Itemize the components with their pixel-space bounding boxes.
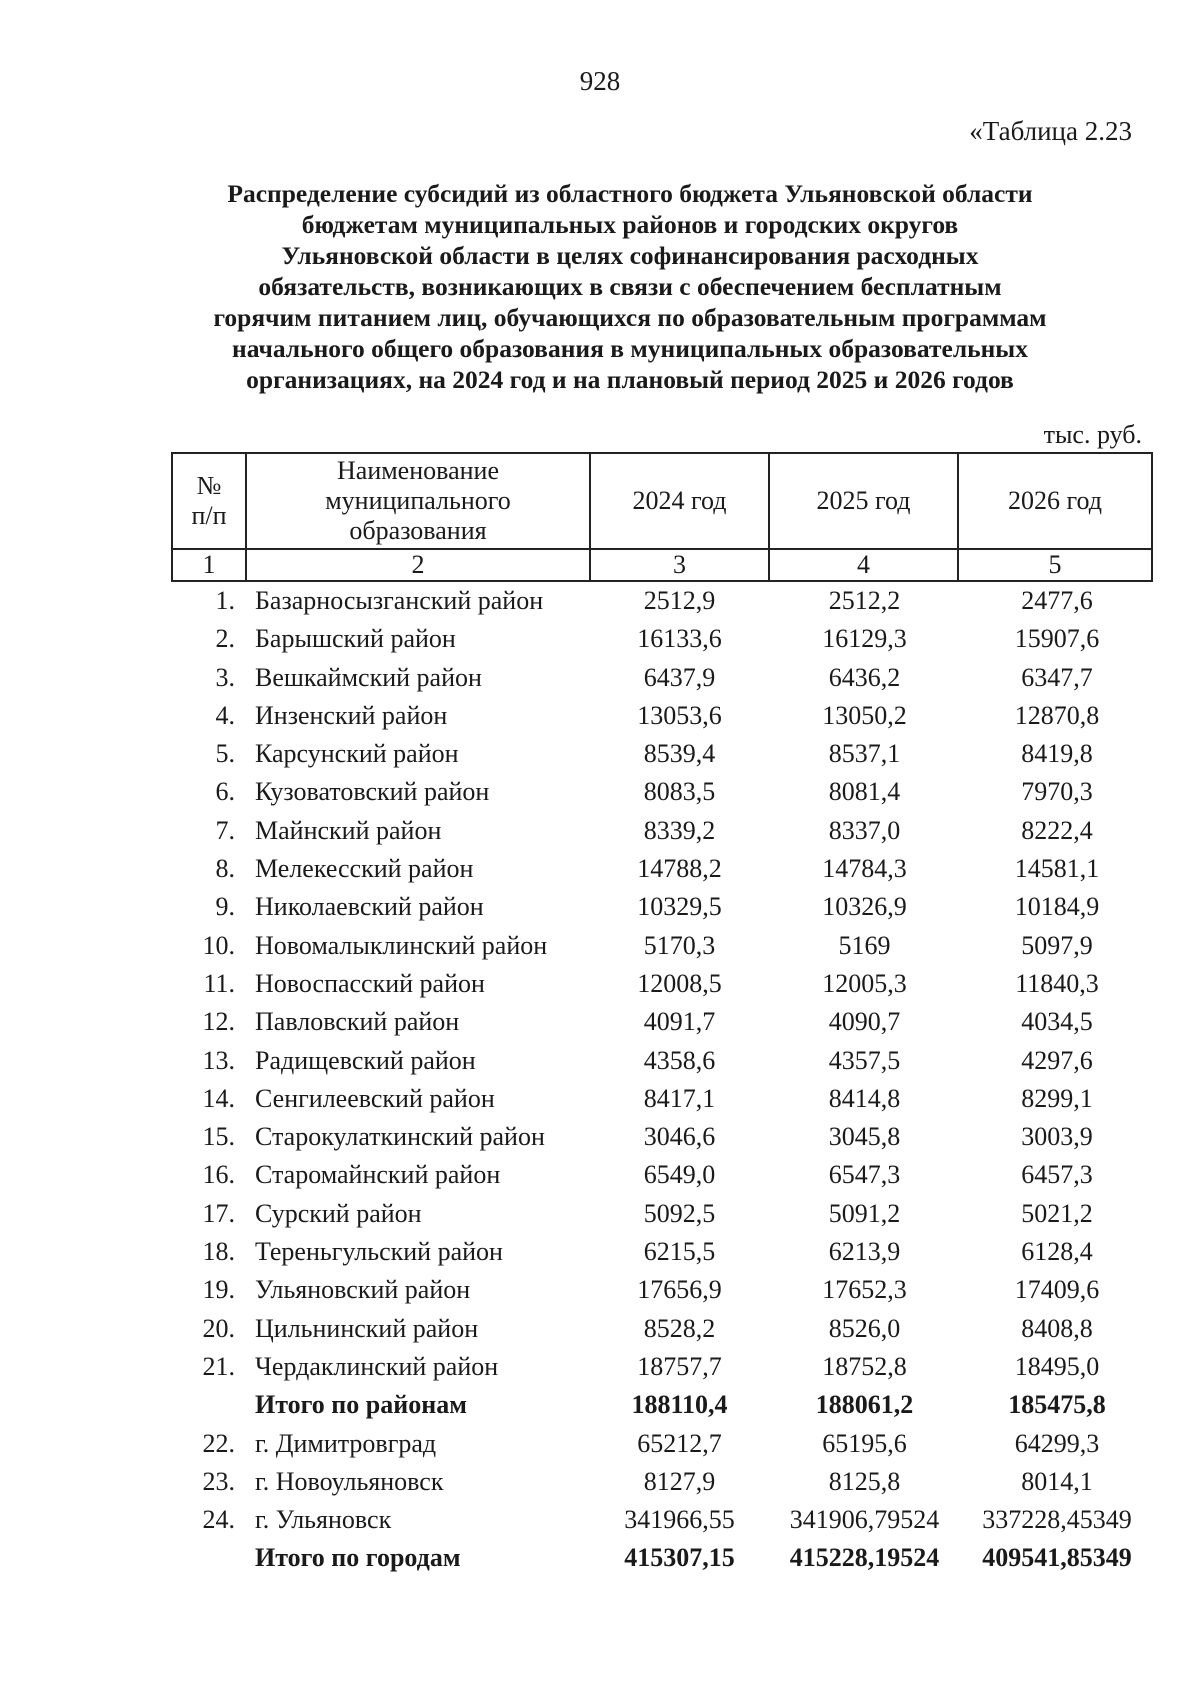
row-name: Кузоватовский район (255, 777, 490, 807)
row-name: г. Димитровград (255, 1428, 437, 1458)
header-2025: 2025 год (769, 453, 958, 549)
document-title (150, 178, 1110, 395)
table-row (171, 965, 1161, 1003)
value-2024: 6549,0 (643, 1160, 716, 1190)
table-row (171, 1195, 1161, 1233)
value-2025: 6547,3 (828, 1160, 901, 1190)
value-2026: 64299,3 (1014, 1428, 1100, 1458)
value-2024: 3046,6 (643, 1122, 716, 1152)
value-2025: 65195,6 (822, 1428, 907, 1458)
column-number: 1 (172, 549, 246, 581)
value-2025: 8081,4 (828, 777, 901, 807)
value-2025: 17652,3 (822, 1275, 907, 1305)
row-name: Майнский район (255, 815, 442, 845)
value-2025: 341906,79524 (789, 1505, 940, 1535)
row-number: 15. (202, 1122, 235, 1152)
column-number: 5 (958, 549, 1152, 581)
value-2025: 8125,8 (828, 1466, 901, 1496)
value-2026: 5097,9 (1021, 930, 1093, 960)
value-2026: 10184,9 (1014, 892, 1100, 922)
value-2024: 8539,4 (643, 739, 716, 769)
header-number-abbr: п/п (191, 501, 227, 530)
table-row (171, 697, 1161, 735)
header-2026: 2026 год (958, 453, 1152, 549)
value-2024: 4358,6 (643, 1045, 716, 1075)
value-2024: 6437,9 (643, 662, 716, 692)
row-number: 11. (203, 968, 235, 998)
value-2025: 18752,8 (822, 1351, 907, 1381)
value-2025: 10326,9 (822, 892, 907, 922)
row-name: Тереньгульский район (255, 1237, 503, 1267)
value-2026: 8299,1 (1021, 1083, 1093, 1113)
value-2025: 2512,2 (828, 586, 901, 615)
value-2026: 6347,7 (1021, 662, 1093, 692)
table-row (171, 1003, 1161, 1041)
table-row (171, 1156, 1161, 1194)
value-2024: 415307,15 (624, 1543, 735, 1573)
value-2026: 6457,3 (1021, 1160, 1093, 1190)
value-2025: 12005,3 (822, 968, 907, 998)
value-2026: 7970,3 (1021, 777, 1093, 807)
value-2024: 5170,3 (643, 930, 716, 960)
row-number: 17. (202, 1198, 235, 1228)
value-2025: 8526,0 (828, 1313, 901, 1343)
row-number: 14. (202, 1083, 235, 1113)
row-name: Старомайнский район (255, 1160, 501, 1190)
value-2024: 10329,5 (637, 892, 722, 922)
row-name: Сенгилеевский район (255, 1083, 495, 1113)
value-2025: 3045,8 (828, 1122, 901, 1152)
table-row (171, 1310, 1161, 1348)
row-name: Старокулаткинский район (255, 1122, 545, 1152)
column-number: 4 (769, 549, 958, 581)
value-2026: 409541,85349 (982, 1543, 1132, 1573)
row-number: 24. (202, 1505, 235, 1535)
table-row (171, 1233, 1161, 1271)
title-line: Ульяновской области в целях софинансирования расходных (281, 241, 979, 270)
header-2024: 2024 год (590, 453, 769, 549)
row-number: 10. (202, 930, 235, 960)
row-number: 21. (202, 1351, 235, 1381)
table-row (171, 812, 1161, 850)
row-name: Ульяновский район (255, 1275, 471, 1305)
value-2026: 8419,8 (1021, 739, 1093, 769)
value-2024: 65212,7 (637, 1428, 722, 1458)
value-2026: 14581,1 (1014, 854, 1100, 884)
table-row (171, 1118, 1161, 1156)
value-2026: 18495,0 (1014, 1351, 1100, 1381)
table-label: «Таблица 2.23 (969, 116, 1132, 146)
value-2026: 8222,4 (1021, 815, 1093, 845)
row-number: 23. (202, 1466, 235, 1496)
value-2024: 12008,5 (637, 968, 722, 998)
value-2025: 16129,3 (822, 624, 907, 654)
row-name: г. Ульяновск (255, 1505, 392, 1535)
column-number: 3 (590, 549, 769, 581)
row-number: 20. (202, 1313, 235, 1343)
table-row (171, 850, 1161, 888)
value-2026: 17409,6 (1014, 1275, 1100, 1305)
row-number: 1. (215, 586, 235, 615)
value-2025: 6213,9 (828, 1237, 901, 1267)
table-body (171, 582, 1161, 1578)
row-number: 16. (202, 1160, 235, 1190)
title-line: Распределение субсидий из областного бюджета Ульяновской области (227, 179, 1033, 208)
header-name-line: образования (349, 516, 487, 545)
value-2026: 3003,9 (1021, 1122, 1093, 1152)
row-number: 12. (202, 1007, 235, 1037)
table-row (171, 1348, 1161, 1386)
value-2025: 8414,8 (828, 1083, 901, 1113)
page-number: 928 (579, 66, 621, 96)
row-number: 18. (202, 1237, 235, 1267)
value-2026: 12870,8 (1014, 700, 1100, 730)
column-number: 2 (246, 549, 590, 581)
row-name: Цильнинский район (255, 1313, 479, 1343)
value-2024: 8339,2 (643, 815, 716, 845)
value-2025: 5091,2 (828, 1198, 901, 1228)
value-2024: 5092,5 (643, 1198, 716, 1228)
value-2026: 4297,6 (1021, 1045, 1093, 1075)
header-number-sign: № (196, 471, 222, 500)
title-line: начального общего образования в муниципальных образовательных (232, 334, 1028, 363)
value-2024: 8417,1 (643, 1083, 716, 1113)
row-number: 2. (215, 624, 235, 654)
title-line: организациях, на 2024 год и на плановый период 2025 и 2026 годов (246, 365, 1014, 394)
row-name: Карсунский район (255, 739, 459, 769)
value-2024: 341966,55 (624, 1505, 735, 1535)
row-number: 19. (202, 1275, 235, 1305)
table-total-row (171, 1386, 1161, 1424)
row-name: Итого по городам (255, 1543, 461, 1573)
row-number: 4. (215, 700, 235, 730)
table-row (171, 1463, 1161, 1501)
value-2024: 2512,9 (643, 586, 716, 615)
row-name: г. Новоульяновск (255, 1466, 444, 1496)
row-name: Вешкаймский район (255, 662, 482, 692)
value-2025: 6436,2 (828, 662, 901, 692)
header-number-cell (172, 453, 246, 549)
table-row (171, 1271, 1161, 1309)
table-total-row (171, 1539, 1161, 1577)
value-2026: 185475,8 (1008, 1390, 1106, 1420)
value-2025: 13050,2 (822, 700, 907, 730)
value-2026: 4034,5 (1021, 1007, 1093, 1037)
table-row (171, 888, 1161, 926)
row-name: Павловский район (255, 1007, 460, 1037)
row-name: Итого по районам (255, 1390, 467, 1420)
row-name: Новомалыклинский район (255, 930, 548, 960)
table-row (171, 1501, 1161, 1539)
row-number: 3. (215, 662, 235, 692)
header-name-line: муниципального (325, 486, 511, 515)
row-name: Мелекесский район (255, 854, 474, 884)
row-name: Инзенский район (255, 700, 448, 730)
value-2024: 16133,6 (637, 624, 722, 654)
table-row (171, 773, 1161, 811)
value-2025: 415228,19524 (789, 1543, 940, 1573)
row-name: Базарносызганский район (255, 586, 544, 615)
value-2024: 14788,2 (637, 854, 722, 884)
value-2026: 6128,4 (1021, 1237, 1093, 1267)
header-name-line: Наименование (337, 456, 499, 485)
row-number: 6. (215, 777, 235, 807)
row-number: 9. (215, 892, 235, 922)
table-row (171, 582, 1161, 620)
table-row (171, 620, 1161, 658)
value-2024: 8083,5 (643, 777, 716, 807)
row-name: Сурский район (255, 1198, 422, 1228)
table-row (171, 735, 1161, 773)
table-header (171, 452, 1153, 582)
row-number: 13. (202, 1045, 235, 1075)
value-2024: 4091,7 (643, 1007, 716, 1037)
row-name: Новоспасский район (255, 968, 485, 998)
value-2025: 4357,5 (828, 1045, 901, 1075)
row-name: Николаевский район (255, 892, 484, 922)
row-number: 7. (215, 815, 235, 845)
table-row (171, 1042, 1161, 1080)
value-2024: 17656,9 (637, 1275, 722, 1305)
value-2024: 8528,2 (643, 1313, 716, 1343)
value-2025: 4090,7 (828, 1007, 901, 1037)
value-2024: 188110,4 (631, 1390, 728, 1420)
title-line: обязательств, возникающих в связи с обеспечением бесплатным (258, 272, 1002, 301)
table-row (171, 659, 1161, 697)
title-line: бюджетам муниципальных районов и городских округов (301, 210, 959, 239)
value-2025: 8337,0 (828, 815, 901, 845)
value-2024: 18757,7 (637, 1351, 722, 1381)
header-name-cell (246, 453, 590, 549)
row-number: 5. (215, 739, 235, 769)
table-row (171, 1080, 1161, 1118)
title-line: горячим питанием лиц, обучающихся по образовательным программам (213, 303, 1047, 332)
value-2024: 6215,5 (643, 1237, 716, 1267)
value-2025: 5169 (838, 930, 891, 960)
units-label: тыс. руб. (1043, 420, 1142, 449)
value-2026: 337228,45349 (982, 1505, 1132, 1535)
value-2026: 11840,3 (1015, 968, 1099, 998)
row-name: Чердаклинский район (255, 1351, 499, 1381)
value-2026: 5021,2 (1021, 1198, 1093, 1228)
value-2026: 8408,8 (1021, 1313, 1093, 1343)
value-2025: 188061,2 (815, 1390, 914, 1420)
table-row (171, 927, 1161, 965)
row-name: Барышский район (255, 624, 456, 654)
row-number: 22. (202, 1428, 235, 1458)
value-2026: 15907,6 (1014, 624, 1100, 654)
row-name: Радищевский район (255, 1045, 476, 1075)
table-row (171, 1425, 1161, 1463)
value-2025: 8537,1 (828, 739, 901, 769)
value-2024: 8127,9 (643, 1466, 716, 1496)
value-2026: 2477,6 (1021, 586, 1093, 615)
value-2024: 13053,6 (637, 700, 722, 730)
value-2026: 8014,1 (1021, 1466, 1093, 1496)
value-2025: 14784,3 (822, 854, 907, 884)
row-number: 8. (215, 854, 235, 884)
